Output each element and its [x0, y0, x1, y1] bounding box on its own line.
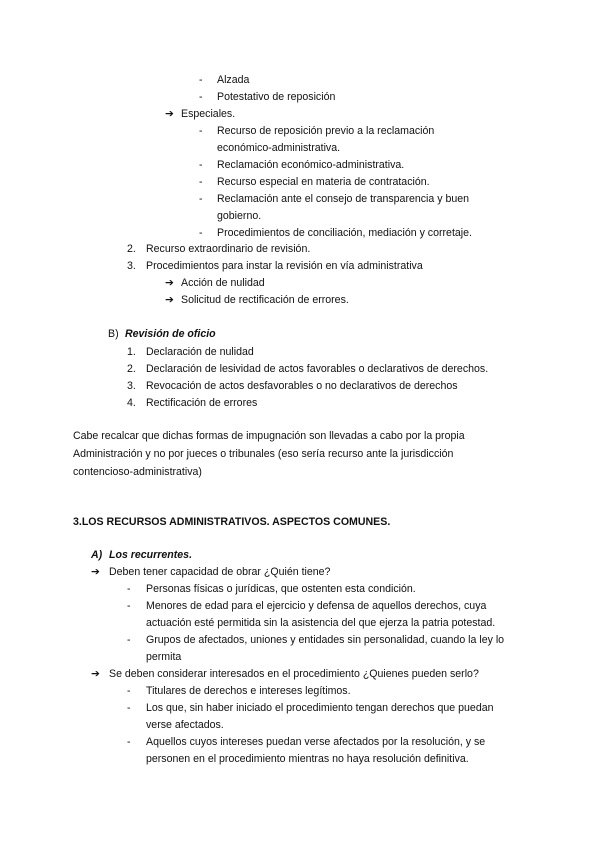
section-marker: A) [91, 549, 103, 561]
list-item: Potestativo de reposición [217, 91, 336, 103]
list-item: Revocación de actos desfavorables o no declarativos de derechos [146, 380, 458, 392]
section-title: Revisión de oficio [125, 328, 216, 340]
list-item: Menores de edad para el ejercicio y defensa de aquellos derechos, cuya [146, 600, 487, 612]
list-item: Procedimientos de conciliación, mediación y corretaje. [217, 227, 472, 239]
bullet-dash: - [127, 600, 131, 612]
section-heading: 3.LOS RECURSOS ADMINISTRATIVOS. ASPECTOS COMUNES. [73, 516, 391, 528]
list-number: 2. [127, 243, 136, 255]
list-number: 3. [127, 260, 136, 272]
arrow-icon: ➔ [165, 108, 174, 120]
list-item: verse afectados. [146, 719, 224, 731]
paragraph-line: Administración y no por jueces o tribunales (eso sería recurso ante la jurisdicción [73, 448, 454, 460]
list-item: Declaración de nulidad [146, 346, 254, 358]
list-item: económico-administrativa. [217, 142, 341, 154]
bullet-dash: - [199, 125, 203, 137]
list-item: Rectificación de errores [146, 397, 258, 409]
bullet-dash: - [127, 583, 131, 595]
bullet-dash: - [127, 702, 131, 714]
paragraph-line: contencioso-administrativa) [73, 466, 202, 478]
list-item: Titulares de derechos e intereses legítimos. [146, 685, 351, 697]
list-item: Reclamación ante el consejo de transparencia y buen [217, 193, 470, 205]
arrow-icon: ➔ [165, 294, 174, 306]
list-item: Reclamación económico-administrativa. [217, 159, 405, 171]
bullet-dash: - [127, 634, 131, 646]
list-item: Grupos de afectados, uniones y entidades sin personalidad, cuando la ley lo [146, 634, 505, 646]
bullet-dash: - [199, 74, 203, 86]
list-item: Procedimientos para instar la revisión en vía administrativa [146, 260, 423, 272]
list-item: gobierno. [217, 210, 262, 222]
list-number: 1. [127, 346, 136, 358]
list-item: Recurso extraordinario de revisión. [146, 243, 311, 255]
list-item: Los que, sin haber iniciado el procedimiento tengan derechos que puedan [146, 702, 494, 714]
bullet-dash: - [199, 159, 203, 171]
list-item: actuación esté permitida sin la asistencia del que ejerza la patria potestad. [146, 617, 496, 629]
list-item: Personas físicas o jurídicas, que ostenten esta condición. [146, 583, 416, 595]
list-item: Acción de nulidad [181, 277, 265, 289]
list-item: Recurso de reposición previo a la reclamación [217, 125, 435, 137]
section-marker: B) [108, 328, 119, 340]
list-number: 4. [127, 397, 136, 409]
bullet-dash: - [199, 193, 203, 205]
list-item: Declaración de lesividad de actos favorables o declarativos de derechos. [146, 363, 489, 375]
question-line: Se deben considerar interesados en el procedimiento ¿Quienes pueden serlo? [109, 668, 479, 680]
bullet-dash: - [127, 736, 131, 748]
bullet-dash: - [199, 91, 203, 103]
list-item: permita [146, 651, 182, 663]
paragraph-line: Cabe recalcar que dichas formas de impugnación son llevadas a cabo por la propia [73, 430, 465, 442]
list-item: Recurso especial en materia de contratación. [217, 176, 430, 188]
arrow-icon: ➔ [91, 566, 100, 578]
bullet-dash: - [199, 176, 203, 188]
section-title: Los recurrentes. [109, 549, 193, 561]
arrow-icon: ➔ [165, 277, 174, 289]
question-line: Deben tener capacidad de obrar ¿Quién tiene? [109, 566, 331, 578]
arrow-icon: ➔ [91, 668, 100, 680]
list-heading: Especiales. [181, 108, 236, 120]
bullet-dash: - [199, 227, 203, 239]
list-item: Solicitud de rectificación de errores. [181, 294, 349, 306]
bullet-dash: - [127, 685, 131, 697]
list-item: Aquellos cuyos intereses puedan verse afectados por la resolución, y se [146, 736, 486, 748]
list-number: 3. [127, 380, 136, 392]
list-item: personen en el procedimiento mientras no haya resolución definitiva. [146, 753, 469, 765]
list-item: Alzada [217, 74, 250, 86]
list-number: 2. [127, 363, 136, 375]
